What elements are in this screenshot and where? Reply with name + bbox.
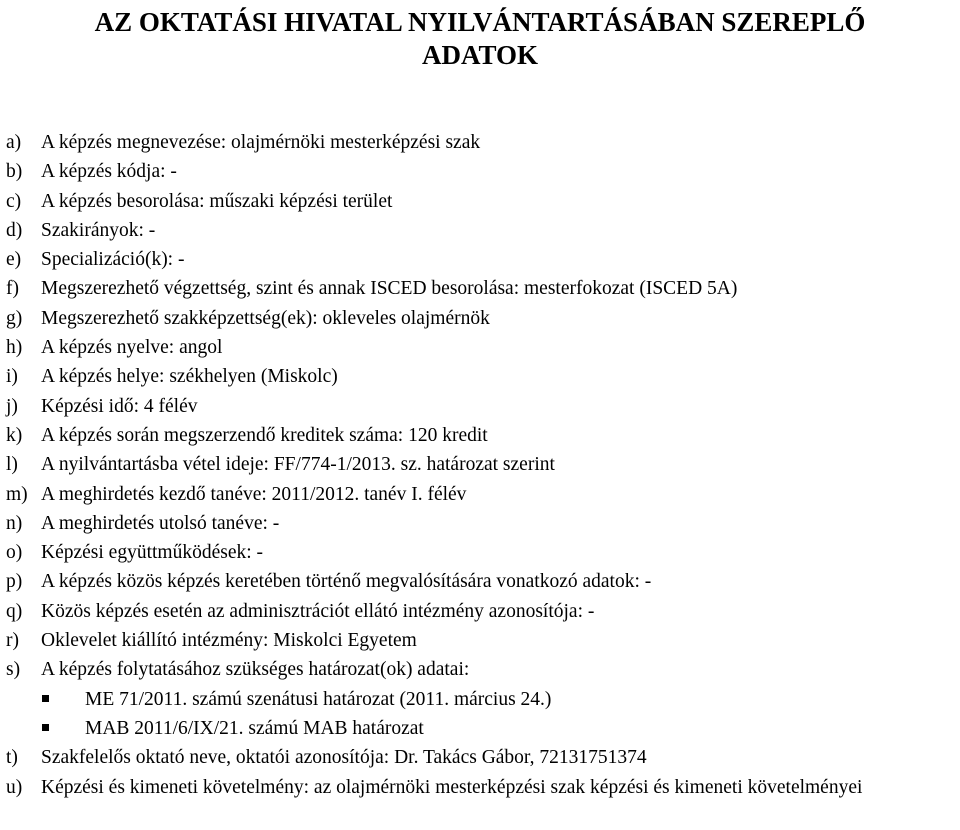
item-text: A képzés kódja: - [41, 161, 177, 183]
item-letter: b) [6, 161, 23, 183]
item-letter: a) [6, 132, 22, 153]
item-text: A képzés közös képzés keretében történő megvalósítására vonatkozó adatok: - [41, 571, 652, 593]
item-text: Oklevelet kiállító intézmény: Miskolci Egyetem [41, 630, 417, 652]
square-bullet-icon [42, 724, 49, 731]
list-item-f [6, 274, 960, 303]
item-text: A képzés megnevezése: olajmérnöki mesterképzési szak [41, 132, 481, 153]
item-letter: s) [6, 659, 21, 681]
item-letter: k) [6, 424, 23, 446]
list-item-k [6, 421, 960, 450]
item-letter: n) [6, 512, 23, 534]
list-item-n [6, 509, 960, 538]
list-item-d [6, 216, 960, 245]
list-item-p [6, 567, 960, 596]
item-text: A képzés besorolása: műszaki képzési terület [41, 190, 393, 212]
item-letter: t) [6, 747, 18, 769]
resolution-item [6, 685, 960, 714]
resolution-list [6, 685, 960, 744]
list-item-q [6, 597, 960, 626]
item-text: Képzési és kimeneti követelmény: az olajmérnöki mesterképzési szak képzési és kimeneti követelményei [41, 776, 863, 798]
item-text: Megszerezhető szakképzettség(ek): okleveles olajmérnök [41, 307, 490, 329]
item-text: A képzés folytatásához szükséges határozat(ok) adatai: [41, 659, 470, 681]
item-text: A meghirdetés utolsó tanéve: - [41, 512, 280, 534]
item-letter: d) [6, 219, 23, 241]
item-letter: c) [6, 190, 22, 212]
resolution-item [6, 714, 960, 743]
item-letter: o) [6, 542, 23, 564]
list-item-a [6, 128, 960, 157]
list-item-u [6, 773, 960, 802]
list-item-i [6, 362, 960, 391]
item-text: A nyilvántartásba vétel ideje: FF/774-1/2013. sz. határozat szerint [41, 454, 555, 476]
list-item-j [6, 392, 960, 421]
list-item-m [6, 480, 960, 509]
list-item-h [6, 333, 960, 362]
item-letter: m) [6, 483, 28, 505]
item-letter: q) [6, 600, 23, 622]
list-item-l [6, 450, 960, 479]
title-line-2: ADATOK [421, 40, 538, 70]
page-title [0, 6, 960, 72]
item-text: A képzés helye: székhelyen (Miskolc) [41, 366, 338, 388]
item-letter: f) [6, 278, 19, 300]
data-list [6, 128, 960, 802]
item-text: Megszerezhető végzettség, szint és annak ISCED besorolása: mesterfokozat (ISCED 5A) [41, 278, 738, 300]
list-item-r [6, 626, 960, 655]
item-letter: r) [6, 630, 19, 652]
item-letter: p) [6, 571, 23, 593]
item-text: A képzés során megszerzendő kreditek száma: 120 kredit [41, 424, 488, 446]
item-text: Specializáció(k): - [41, 249, 185, 271]
item-text: A meghirdetés kezdő tanéve: 2011/2012. tanév I. félév [41, 483, 467, 505]
item-text: Képzési együttműködések: - [41, 542, 264, 564]
item-text: Közös képzés esetén az adminisztrációt ellátó intézmény azonosítója: - [41, 600, 595, 622]
item-text: Szakfelelős oktató neve, oktatói azonosítója: Dr. Takács Gábor, 72131751374 [41, 747, 647, 769]
list-item-s [6, 655, 960, 684]
resolution-text: MAB 2011/6/IX/21. számú MAB határozat [85, 717, 424, 739]
item-letter: i) [6, 366, 18, 388]
title-line-1: AZ OKTATÁSI HIVATAL NYILVÁNTARTÁSÁBAN SZEREPLŐ [94, 7, 866, 37]
item-text: A képzés nyelve: angol [41, 337, 223, 359]
item-letter: h) [6, 337, 23, 359]
item-letter: e) [6, 249, 22, 271]
square-bullet-icon [42, 695, 49, 702]
list-item-e [6, 245, 960, 274]
list-item-g [6, 304, 960, 333]
item-text: Szakirányok: - [41, 219, 156, 241]
item-letter: u) [6, 776, 23, 798]
list-item-o [6, 538, 960, 567]
list-item-t [6, 743, 960, 772]
item-letter: l) [6, 454, 18, 476]
item-text: Képzési idő: 4 félév [41, 395, 198, 417]
item-letter: j) [6, 395, 18, 417]
list-item-c [6, 187, 960, 216]
resolution-text: ME 71/2011. számú szenátusi határozat (2011. március 24.) [85, 688, 552, 710]
item-letter: g) [6, 307, 23, 329]
list-item-b [6, 157, 960, 186]
